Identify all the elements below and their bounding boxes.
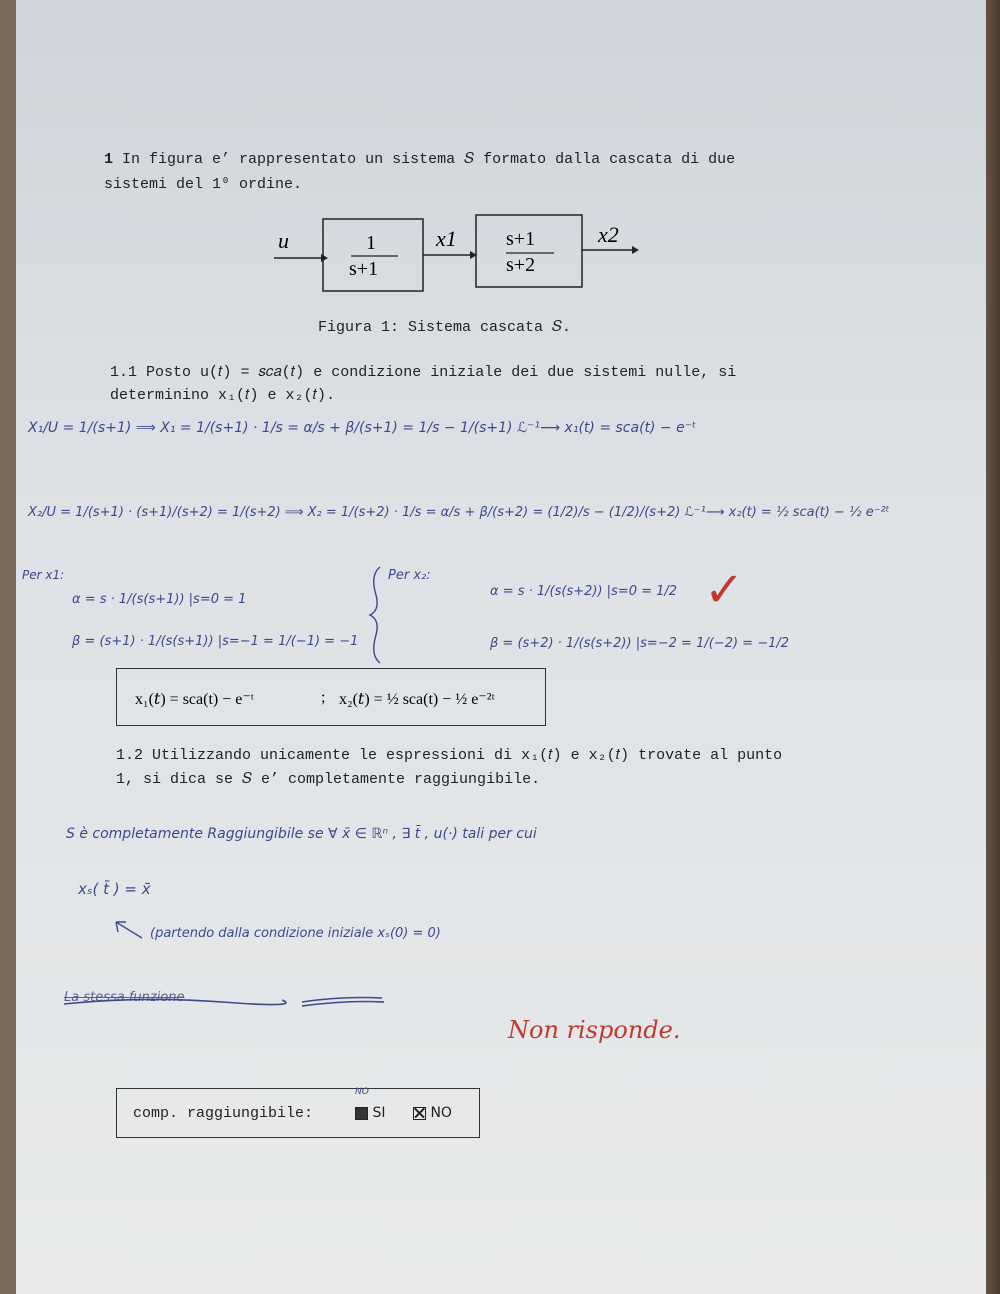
option-si-label: SI (372, 1105, 386, 1121)
no-checkbox[interactable] (413, 1107, 426, 1120)
handwritten-beta1: β = (s+1) · 1/(s(s+1)) |s=−1 = 1/(−1) = −1 (72, 634, 359, 649)
desk-background (984, 0, 1000, 1294)
handwritten-reachability-definition: S è completamente Raggiungibile se ∀ x̄ ∈ ℝⁿ , ∃ t̄ , u(·) tali per cui (66, 826, 537, 842)
block1-denominator: s+1 (349, 258, 379, 280)
strike-scribble (62, 990, 392, 1014)
reachability-label: comp. raggiungibile: (133, 1105, 314, 1122)
block1-numerator: 1 (366, 232, 376, 254)
question-1-1-line1: 1.1 Posto u(𝑡) = 𝑠𝑐𝑎(𝑡) e condizione iniziale dei due sistemi nulle, si (110, 364, 737, 381)
struck-out-text: La stessa funzione (64, 990, 185, 1005)
question-1-line1 (104, 150, 735, 168)
block2-denominator: s+2 (506, 254, 536, 276)
handwritten-brace (368, 565, 388, 665)
diagram-input-label: u (278, 228, 289, 253)
handwritten-arrow (112, 918, 144, 940)
answer-box-x (116, 668, 546, 726)
option-no-label: NO (430, 1105, 452, 1121)
option-no[interactable] (413, 1105, 452, 1121)
handwritten-equation-x2: X₂/U = 1/(s+1) · (s+1)/(s+2) = 1/(s+2) ⟹ X₂ = 1/(s+2) · 1/s = α/s + β/(s+2) = (1/2)/s − (1/2)/(s+2) ℒ⁻¹⟶ x₂(t) = ½ sca(t) − ½ e⁻²ᵗ (28, 505, 890, 520)
answer-separator: ; (321, 689, 326, 706)
red-check-mark: ✓ (704, 562, 745, 618)
exam-sheet (16, 0, 986, 1294)
question-1-text: In figura e’ rappresentato un sistema 𝑆 formato dalla cascata di due (122, 151, 736, 168)
answer-x1: x₁(𝑡) = sca(t) − e⁻ᵗ (135, 691, 254, 708)
handwritten-alpha1: α = s · 1/(s(s+1)) |s=0 = 1 (72, 592, 247, 607)
figure-caption: Figura 1: Sistema cascata 𝑆. (318, 319, 572, 336)
question-1-2-line1: 1.2 Utilizzando unicamente le espressioni di x₁(𝑡) e x₂(𝑡) trovate al punto (116, 747, 783, 764)
handwritten-reachability-condition: xₛ( t̄ ) = x̄ (78, 880, 151, 898)
question-1-1-line2: determinino x₁(𝑡) e x₂(𝑡). (110, 387, 336, 404)
handwritten-equation-x1: X₁/U = 1/(s+1) ⟹ X₁ = 1/(s+1) · 1/s = α/s + β/(s+1) = 1/s − 1/(s+1) ℒ⁻¹⟶ x₁(t) = sca(t) − e⁻ᵗ (28, 420, 697, 436)
handwritten-per-x1: Per x1: (22, 568, 65, 582)
diagram-mid-label: x1 (436, 226, 457, 251)
diagram-output-label: x2 (598, 222, 619, 247)
handwritten-per-x2: Per x₂: (388, 568, 431, 583)
reachability-answer-box (116, 1088, 480, 1138)
handwritten-initial-condition: (partendo dalla condizione iniziale xₛ(0) = 0) (150, 926, 441, 941)
handwritten-alpha2: α = s · 1/(s(s+2)) |s=0 = 1/2 (490, 584, 678, 599)
answer-x2: x₂(𝑡) = ½ sca(t) − ½ e⁻²ᵗ (339, 691, 495, 708)
option-si[interactable] (355, 1105, 385, 1121)
question-1-line2: sistemi del 1⁰ ordine. (104, 176, 303, 193)
block2-numerator: s+1 (506, 228, 536, 250)
si-checkbox[interactable] (355, 1107, 368, 1120)
question-number: 1 (104, 151, 114, 168)
question-1-2-line2: 1, si dica se 𝑆 e’ completamente raggiungibile. (116, 771, 541, 788)
red-grader-note: Non risponde. (508, 1016, 681, 1044)
reachability-handwritten-no: NO (355, 1087, 369, 1097)
handwritten-beta2: β = (s+2) · 1/(s(s+2)) |s=−2 = 1/(−2) = −1/2 (490, 636, 790, 651)
